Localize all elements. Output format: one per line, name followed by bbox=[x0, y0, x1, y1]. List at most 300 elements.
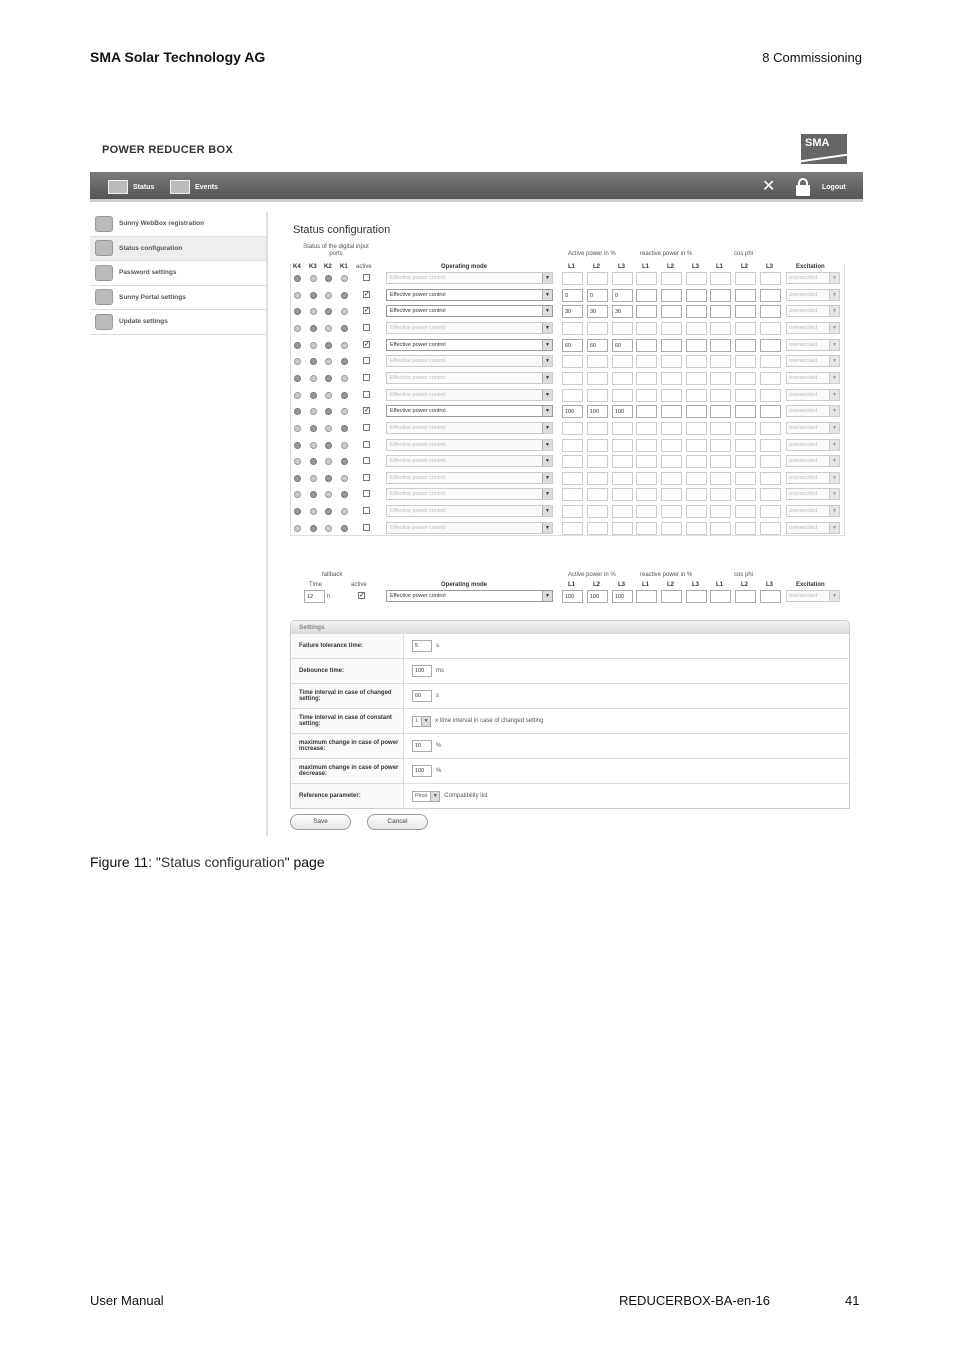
port-status-indicator bbox=[310, 375, 317, 382]
excitation-select[interactable] bbox=[786, 488, 840, 500]
active-checkbox[interactable] bbox=[363, 391, 370, 398]
chevron-down-icon: ▼ bbox=[829, 591, 839, 601]
phase-value-input[interactable] bbox=[636, 439, 657, 452]
settings-title: Settings bbox=[291, 621, 849, 633]
excitation-select[interactable] bbox=[786, 305, 840, 317]
phase-value-input[interactable]: 0 bbox=[612, 289, 633, 302]
phase-value-input[interactable] bbox=[735, 339, 756, 352]
phase-value-input[interactable] bbox=[735, 522, 756, 535]
phase-value-input[interactable]: 30 bbox=[562, 305, 583, 318]
operating-mode-select[interactable] bbox=[386, 439, 553, 451]
port-status-indicator bbox=[294, 375, 301, 382]
active-checkbox[interactable] bbox=[363, 374, 370, 381]
phase-value-input[interactable] bbox=[710, 472, 731, 485]
phase-value-input[interactable] bbox=[636, 289, 657, 302]
phase-value-input[interactable]: 60 bbox=[587, 339, 608, 352]
phase-value-input[interactable] bbox=[735, 439, 756, 452]
phase-value-input[interactable] bbox=[661, 355, 682, 368]
operating-mode-select[interactable] bbox=[386, 355, 553, 367]
phase-value-input[interactable] bbox=[562, 522, 583, 535]
phase-value-input[interactable] bbox=[562, 389, 583, 402]
phase-value-input[interactable] bbox=[587, 472, 608, 485]
sidebar-item[interactable] bbox=[90, 310, 266, 335]
fallback-phase-input[interactable] bbox=[735, 590, 756, 603]
chevron-down-icon: ▼ bbox=[829, 406, 839, 416]
phase-value-input[interactable] bbox=[661, 505, 682, 518]
phase-value-input[interactable] bbox=[686, 455, 707, 468]
phase-value-input[interactable] bbox=[661, 389, 682, 402]
active-checkbox[interactable] bbox=[363, 274, 370, 281]
fallback-phase-input[interactable] bbox=[710, 590, 731, 603]
active-checkbox[interactable] bbox=[363, 441, 370, 448]
operating-mode-value: Effective power control bbox=[390, 308, 446, 315]
status-row bbox=[290, 388, 850, 404]
phase-value-input[interactable] bbox=[636, 488, 657, 501]
fallback-excitation-select[interactable]: overexcited ▼ bbox=[786, 590, 840, 602]
phase-value-input[interactable] bbox=[636, 355, 657, 368]
port-status-indicator bbox=[341, 375, 348, 382]
col-phase: L2 bbox=[667, 264, 675, 270]
status-row bbox=[290, 454, 850, 470]
excitation-select[interactable] bbox=[786, 439, 840, 451]
port-status-indicator bbox=[325, 425, 332, 432]
settings-value bbox=[404, 634, 439, 658]
fallback-phase-input[interactable] bbox=[760, 590, 781, 603]
port-status-indicator bbox=[325, 325, 332, 332]
operating-mode-select[interactable] bbox=[386, 339, 553, 351]
caption-prefix: Figure 11: " bbox=[90, 854, 161, 870]
phase-value-input[interactable] bbox=[735, 305, 756, 318]
fallback-phase-input[interactable] bbox=[661, 590, 682, 603]
phase-value-input[interactable] bbox=[710, 522, 731, 535]
phase-value-input[interactable] bbox=[760, 505, 781, 518]
excitation-select[interactable] bbox=[786, 455, 840, 467]
navbar bbox=[90, 172, 863, 202]
excitation-select[interactable] bbox=[786, 272, 840, 284]
status-row bbox=[290, 371, 850, 387]
phase-value-input[interactable] bbox=[735, 372, 756, 385]
phase-value-input[interactable] bbox=[686, 488, 707, 501]
sidebar-item[interactable] bbox=[90, 212, 266, 237]
fallback-mode-select[interactable]: Effective power control ▼ bbox=[386, 590, 553, 602]
excitation-select[interactable] bbox=[786, 355, 840, 367]
phase-value-input[interactable] bbox=[760, 289, 781, 302]
phase-value-input[interactable]: 100 bbox=[587, 405, 608, 418]
phase-value-input[interactable] bbox=[760, 372, 781, 385]
phase-value-input[interactable] bbox=[562, 439, 583, 452]
settings-select[interactable] bbox=[412, 791, 440, 802]
phase-value-input[interactable] bbox=[562, 272, 583, 285]
phase-value-input[interactable] bbox=[661, 405, 682, 418]
operating-mode-select[interactable] bbox=[386, 372, 553, 384]
chevron-down-icon: ▼ bbox=[829, 290, 839, 300]
phase-value-input[interactable] bbox=[686, 522, 707, 535]
phase-value-input[interactable] bbox=[760, 455, 781, 468]
phase-value-input[interactable] bbox=[661, 272, 682, 285]
operating-mode-select[interactable] bbox=[386, 272, 553, 284]
settings-select[interactable] bbox=[412, 716, 431, 727]
chevron-down-icon: ▼ bbox=[829, 390, 839, 400]
fallback-phase-input[interactable]: 100 bbox=[562, 590, 583, 603]
phase-value-input[interactable] bbox=[686, 439, 707, 452]
phase-value-input[interactable] bbox=[587, 272, 608, 285]
phase-value-input[interactable] bbox=[587, 355, 608, 368]
chevron-down-icon: ▼ bbox=[829, 373, 839, 383]
excitation-select[interactable] bbox=[786, 389, 840, 401]
fallback-phase-input[interactable]: 100 bbox=[587, 590, 608, 603]
settings-input[interactable]: 10 bbox=[412, 740, 432, 752]
phase-value-input[interactable] bbox=[735, 455, 756, 468]
phase-value-input[interactable] bbox=[661, 305, 682, 318]
settings-row bbox=[291, 758, 849, 783]
col-k1: K1 bbox=[340, 264, 348, 270]
port-status-indicator bbox=[294, 475, 301, 482]
operating-mode-select[interactable] bbox=[386, 488, 553, 500]
phase-value-input[interactable] bbox=[686, 472, 707, 485]
phase-value-input[interactable] bbox=[612, 522, 633, 535]
operating-mode-select[interactable] bbox=[386, 305, 553, 317]
phase-value-input[interactable] bbox=[686, 339, 707, 352]
phase-value-input[interactable] bbox=[636, 405, 657, 418]
active-checkbox[interactable] bbox=[363, 524, 370, 531]
col-phase: L3 bbox=[618, 264, 626, 270]
fallback-time-input[interactable]: 12 bbox=[304, 590, 325, 603]
phase-value-input[interactable] bbox=[661, 522, 682, 535]
phase-value-input[interactable] bbox=[710, 272, 731, 285]
phase-value-input[interactable] bbox=[710, 305, 731, 318]
phase-value-input[interactable]: 100 bbox=[562, 405, 583, 418]
phase-value-input[interactable] bbox=[612, 488, 633, 501]
operating-mode-select[interactable] bbox=[386, 505, 553, 517]
phase-value-input[interactable] bbox=[686, 372, 707, 385]
excitation-value: overexcited bbox=[789, 524, 818, 531]
tools-icon[interactable]: ✕ bbox=[762, 178, 776, 195]
phase-value-input[interactable] bbox=[686, 322, 707, 335]
phase-value-input[interactable] bbox=[587, 389, 608, 402]
chevron-down-icon: ▼ bbox=[542, 340, 552, 350]
port-status-indicator bbox=[310, 275, 317, 282]
chevron-down-icon: ▼ bbox=[829, 440, 839, 450]
phase-value-input[interactable] bbox=[661, 488, 682, 501]
excitation-select[interactable] bbox=[786, 522, 840, 534]
reactive-power-label: reactive power in % bbox=[640, 251, 693, 257]
phase-value-input[interactable] bbox=[661, 455, 682, 468]
col-phase: L1 bbox=[568, 264, 576, 270]
phase-value-input[interactable] bbox=[710, 505, 731, 518]
status-row bbox=[290, 504, 850, 520]
settings-value bbox=[404, 709, 543, 733]
phase-value-input[interactable] bbox=[760, 488, 781, 501]
phase-value-input[interactable] bbox=[587, 505, 608, 518]
phase-value-input[interactable] bbox=[661, 339, 682, 352]
phase-value-input[interactable] bbox=[735, 355, 756, 368]
phase-value-input[interactable] bbox=[636, 339, 657, 352]
phase-value-input[interactable] bbox=[760, 339, 781, 352]
phase-value-input[interactable] bbox=[612, 355, 633, 368]
excitation-select[interactable] bbox=[786, 322, 840, 334]
phase-value-input[interactable] bbox=[562, 322, 583, 335]
phase-value-input[interactable] bbox=[760, 405, 781, 418]
phase-value-input[interactable] bbox=[587, 488, 608, 501]
col-k2: K2 bbox=[324, 264, 332, 270]
status-row bbox=[290, 521, 850, 537]
operating-mode-value: Effective power control bbox=[390, 341, 446, 348]
active-checkbox[interactable] bbox=[363, 490, 370, 497]
operating-mode-select[interactable] bbox=[386, 389, 553, 401]
phase-value-input[interactable] bbox=[760, 472, 781, 485]
phase-value-input[interactable] bbox=[686, 389, 707, 402]
port-status-indicator bbox=[294, 525, 301, 532]
sidebar-item[interactable] bbox=[90, 286, 266, 311]
phase-value-input[interactable] bbox=[562, 455, 583, 468]
phase-value-input[interactable] bbox=[587, 439, 608, 452]
doc-footer-mid: REDUCERBOX-BA-en-16 bbox=[619, 1293, 770, 1308]
phase-value-input[interactable] bbox=[735, 289, 756, 302]
phase-value-input[interactable] bbox=[686, 505, 707, 518]
phase-value-input[interactable] bbox=[636, 455, 657, 468]
active-checkbox[interactable] bbox=[363, 324, 370, 331]
phase-value-input[interactable] bbox=[587, 455, 608, 468]
operating-mode-value: Effective power control bbox=[390, 458, 446, 465]
chevron-down-icon: ▼ bbox=[829, 323, 839, 333]
phase-value-input[interactable] bbox=[760, 322, 781, 335]
active-checkbox[interactable]: ✓ bbox=[364, 290, 370, 298]
phase-value-input[interactable] bbox=[562, 488, 583, 501]
chevron-down-icon: ▼ bbox=[542, 273, 552, 283]
active-checkbox[interactable] bbox=[363, 424, 370, 431]
phase-value-input[interactable] bbox=[587, 522, 608, 535]
operating-mode-select[interactable] bbox=[386, 455, 553, 467]
phase-value-input[interactable] bbox=[612, 272, 633, 285]
phase-value-input[interactable] bbox=[686, 422, 707, 435]
excitation-select[interactable] bbox=[786, 372, 840, 384]
active-checkbox[interactable] bbox=[363, 357, 370, 364]
phase-value-input[interactable] bbox=[612, 389, 633, 402]
excitation-value: overexcited bbox=[789, 441, 818, 448]
sidebar-item[interactable] bbox=[90, 237, 266, 262]
phase-value-input[interactable] bbox=[760, 272, 781, 285]
phase-value-input[interactable]: 60 bbox=[562, 339, 583, 352]
phase-value-input[interactable]: 0 bbox=[587, 289, 608, 302]
port-status-indicator bbox=[325, 275, 332, 282]
col-k4: K4 bbox=[293, 264, 301, 270]
phase-value-input[interactable] bbox=[760, 422, 781, 435]
phase-value-input[interactable] bbox=[612, 439, 633, 452]
col-phase: L2 bbox=[593, 582, 601, 588]
phase-value-input[interactable] bbox=[686, 289, 707, 302]
phase-value-input[interactable] bbox=[710, 322, 731, 335]
fallback-col-active: active bbox=[351, 582, 367, 588]
settings-label: Time interval in case of constant setting: bbox=[291, 709, 404, 733]
excitation-select[interactable] bbox=[786, 339, 840, 351]
lock-icon[interactable] bbox=[796, 178, 810, 196]
fallback-phase-input[interactable] bbox=[686, 590, 707, 603]
phase-value-input[interactable] bbox=[612, 505, 633, 518]
settings-label: Reference parameter: bbox=[291, 784, 404, 808]
phase-value-input[interactable]: 0 bbox=[562, 289, 583, 302]
sma-logo: SMA bbox=[801, 134, 847, 164]
active-checkbox[interactable] bbox=[363, 474, 370, 481]
phase-value-input[interactable] bbox=[612, 322, 633, 335]
operating-mode-select[interactable] bbox=[386, 472, 553, 484]
settings-input[interactable]: 5 bbox=[412, 640, 432, 652]
phase-value-input[interactable] bbox=[562, 505, 583, 518]
phase-value-input[interactable] bbox=[661, 322, 682, 335]
phase-value-input[interactable] bbox=[562, 355, 583, 368]
phase-value-input[interactable] bbox=[710, 439, 731, 452]
excitation-select[interactable] bbox=[786, 472, 840, 484]
excitation-select[interactable] bbox=[786, 422, 840, 434]
phase-value-input[interactable] bbox=[636, 305, 657, 318]
phase-value-input[interactable] bbox=[686, 272, 707, 285]
events-icon bbox=[170, 180, 190, 194]
phase-value-input[interactable] bbox=[636, 372, 657, 385]
phase-value-input[interactable] bbox=[636, 472, 657, 485]
phase-value-input[interactable] bbox=[710, 289, 731, 302]
cancel-button[interactable]: Cancel bbox=[367, 814, 428, 830]
phase-value-input[interactable] bbox=[661, 439, 682, 452]
phase-value-input[interactable] bbox=[710, 455, 731, 468]
phase-value-input[interactable] bbox=[636, 505, 657, 518]
phase-value-input[interactable] bbox=[760, 439, 781, 452]
phase-value-input[interactable] bbox=[735, 405, 756, 418]
phase-value-input[interactable] bbox=[636, 322, 657, 335]
port-status-indicator bbox=[310, 292, 317, 299]
fallback-active-checkbox[interactable]: ✓ bbox=[359, 592, 365, 599]
sidebar-item[interactable] bbox=[90, 261, 266, 286]
chevron-down-icon: ▼ bbox=[542, 440, 552, 450]
operating-mode-select[interactable] bbox=[386, 289, 553, 301]
phase-value-input[interactable] bbox=[735, 272, 756, 285]
settings-label: maximum change in case of power increase: bbox=[291, 734, 404, 758]
phase-value-input[interactable] bbox=[735, 322, 756, 335]
excitation-select[interactable] bbox=[786, 505, 840, 517]
excitation-value: overexcited bbox=[789, 458, 818, 465]
phase-value-input[interactable] bbox=[760, 389, 781, 402]
nav-status[interactable] bbox=[108, 179, 154, 195]
phase-value-input[interactable] bbox=[612, 422, 633, 435]
port-status-indicator bbox=[294, 275, 301, 282]
phase-value-input[interactable] bbox=[686, 355, 707, 368]
phase-value-input[interactable]: 100 bbox=[612, 405, 633, 418]
excitation-select[interactable] bbox=[786, 289, 840, 301]
phase-value-input[interactable] bbox=[710, 339, 731, 352]
operating-mode-value: Effective power control bbox=[390, 275, 446, 281]
port-status-indicator bbox=[310, 425, 317, 432]
phase-value-input[interactable] bbox=[587, 422, 608, 435]
phase-value-input[interactable] bbox=[735, 505, 756, 518]
phase-value-input[interactable] bbox=[735, 422, 756, 435]
chevron-down-icon: ▼ bbox=[829, 340, 839, 350]
fallback-phase-input[interactable] bbox=[636, 590, 657, 603]
phase-value-input[interactable] bbox=[710, 355, 731, 368]
settings-input[interactable]: 100 bbox=[412, 765, 432, 777]
phase-value-input[interactable]: 60 bbox=[612, 339, 633, 352]
settings-input[interactable]: 60 bbox=[412, 690, 432, 702]
phase-value-input[interactable] bbox=[636, 522, 657, 535]
active-checkbox[interactable] bbox=[363, 457, 370, 464]
status-row bbox=[290, 421, 850, 437]
operating-mode-select[interactable] bbox=[386, 322, 553, 334]
chevron-down-icon: ▼ bbox=[542, 390, 552, 400]
phase-value-input[interactable] bbox=[661, 289, 682, 302]
status-row bbox=[290, 404, 850, 420]
col-phase: L2 bbox=[741, 264, 749, 270]
nav-events[interactable] bbox=[170, 179, 218, 195]
phase-value-input[interactable] bbox=[562, 372, 583, 385]
chevron-down-icon: ▼ bbox=[542, 323, 552, 333]
logout-link[interactable]: Logout bbox=[822, 184, 846, 191]
phase-value-input[interactable] bbox=[710, 422, 731, 435]
settings-unit: s bbox=[436, 693, 439, 699]
active-checkbox[interactable]: ✓ bbox=[364, 340, 370, 348]
phase-value-input[interactable] bbox=[686, 305, 707, 318]
phase-value-input[interactable] bbox=[710, 405, 731, 418]
phase-value-input[interactable]: 30 bbox=[587, 305, 608, 318]
phase-value-input[interactable] bbox=[636, 272, 657, 285]
save-button[interactable]: Save bbox=[290, 814, 351, 830]
phase-value-input[interactable] bbox=[735, 472, 756, 485]
port-status-indicator bbox=[325, 342, 332, 349]
phase-value-input[interactable] bbox=[760, 355, 781, 368]
operating-mode-select[interactable] bbox=[386, 405, 553, 417]
phase-value-input[interactable] bbox=[661, 372, 682, 385]
settings-unit: Compatibility list bbox=[444, 793, 488, 799]
phase-value-input[interactable] bbox=[661, 472, 682, 485]
phase-value-input[interactable] bbox=[612, 472, 633, 485]
cosphi-label: cos phi bbox=[734, 251, 754, 257]
phase-value-input[interactable] bbox=[710, 389, 731, 402]
port-status-indicator bbox=[325, 475, 332, 482]
chevron-down-icon: ▼ bbox=[542, 591, 552, 601]
chevron-down-icon: ▼ bbox=[430, 792, 439, 801]
phase-value-input[interactable] bbox=[686, 405, 707, 418]
port-status-indicator bbox=[294, 292, 301, 299]
active-checkbox[interactable] bbox=[363, 507, 370, 514]
fallback-phase-input[interactable]: 100 bbox=[612, 590, 633, 603]
app-title: POWER REDUCER BOX bbox=[102, 144, 233, 156]
phase-value-input[interactable] bbox=[562, 472, 583, 485]
phase-value-input[interactable] bbox=[710, 372, 731, 385]
phase-value-input[interactable] bbox=[636, 389, 657, 402]
digital-ports-label: Status of the digital input ports bbox=[303, 244, 369, 257]
excitation-value: overexcited bbox=[789, 391, 818, 398]
phase-value-input[interactable] bbox=[612, 455, 633, 468]
phase-value-input[interactable] bbox=[710, 488, 731, 501]
operating-mode-select[interactable] bbox=[386, 422, 553, 434]
excitation-value: overexcited bbox=[789, 324, 818, 331]
phase-value-input[interactable] bbox=[612, 372, 633, 385]
active-checkbox[interactable]: ✓ bbox=[364, 407, 370, 415]
phase-value-input[interactable] bbox=[735, 389, 756, 402]
phase-value-input[interactable] bbox=[735, 488, 756, 501]
phase-value-input[interactable] bbox=[562, 422, 583, 435]
phase-value-input[interactable] bbox=[760, 522, 781, 535]
settings-input[interactable]: 100 bbox=[412, 665, 432, 677]
phase-value-input[interactable] bbox=[587, 372, 608, 385]
operating-mode-select[interactable] bbox=[386, 522, 553, 534]
excitation-select[interactable] bbox=[786, 405, 840, 417]
active-checkbox[interactable]: ✓ bbox=[364, 307, 370, 315]
operating-mode-value: Effective power control bbox=[390, 324, 446, 331]
phase-value-input[interactable] bbox=[760, 305, 781, 318]
phase-value-input[interactable] bbox=[661, 422, 682, 435]
phase-value-input[interactable]: 30 bbox=[612, 305, 633, 318]
phase-value-input[interactable] bbox=[636, 422, 657, 435]
phase-value-input[interactable] bbox=[587, 322, 608, 335]
port-status-indicator bbox=[325, 458, 332, 465]
chevron-down-icon: ▼ bbox=[542, 290, 552, 300]
